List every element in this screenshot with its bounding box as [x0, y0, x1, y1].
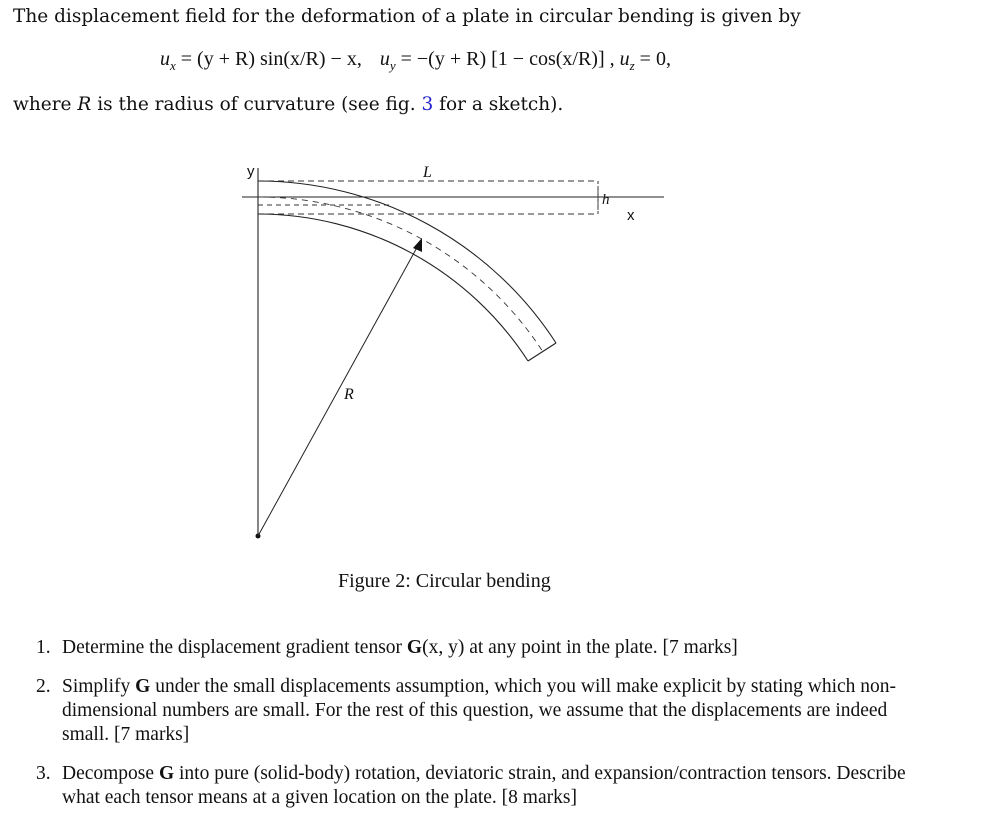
intro-line-1: The displacement field for the deformation of a plate in circular bending is given by [13, 6, 801, 27]
uy-equation: $u_y = -(y + R) [1 - \cos(x/R)]$ , [379, 48, 620, 73]
radius-label: R [344, 386, 354, 403]
x-axis-label: x [627, 207, 635, 224]
question-number: 2. [36, 676, 51, 697]
bent-plate-end [528, 343, 556, 361]
question-list [36, 636, 916, 825]
question-item: 2. Simplify G under the small displacements assumption, which you will make explicit by stating which non-dimensional numbers are small. For the rest of this question, we assume that the displacements are indeed small. [7 marks] [36, 676, 897, 745]
question-number: 3. [36, 763, 51, 784]
bent-plate-midline [258, 197, 543, 352]
bent-plate-inner-edge [258, 214, 528, 361]
length-label: L [423, 164, 432, 181]
thickness-label: h [602, 192, 610, 208]
displacement-equation [160, 48, 671, 74]
bent-plate-outer-edge [258, 181, 556, 343]
figure-reference-link[interactable]: 3 [421, 94, 434, 115]
question-item: 3. Decompose G into pure (solid-body) rotation, deviatoric strain, and expansion/contraction tensors. Describe what each tensor means at a given location on the plate. [8 marks] [36, 763, 906, 808]
radius-line [258, 242, 420, 536]
intro-line-2: where R is the radius of curvature (see fig. 3 for a sketch). [13, 94, 564, 115]
question-number: 1. [36, 637, 51, 658]
figure-caption: Figure 2: Circular bending [338, 570, 551, 592]
question-item: 1. Determine the displacement gradient tensor G(x, y) at any point in the plate. [7 marks] [36, 637, 738, 658]
ux-equation: $u_x = (y + R) \sin(x/R) - x$, [160, 48, 362, 73]
y-axis-label: y [247, 163, 255, 180]
uz-equation: $u_z = 0$, [619, 48, 671, 73]
radius-arrowhead [413, 238, 422, 252]
circular-bending-figure [230, 152, 680, 552]
